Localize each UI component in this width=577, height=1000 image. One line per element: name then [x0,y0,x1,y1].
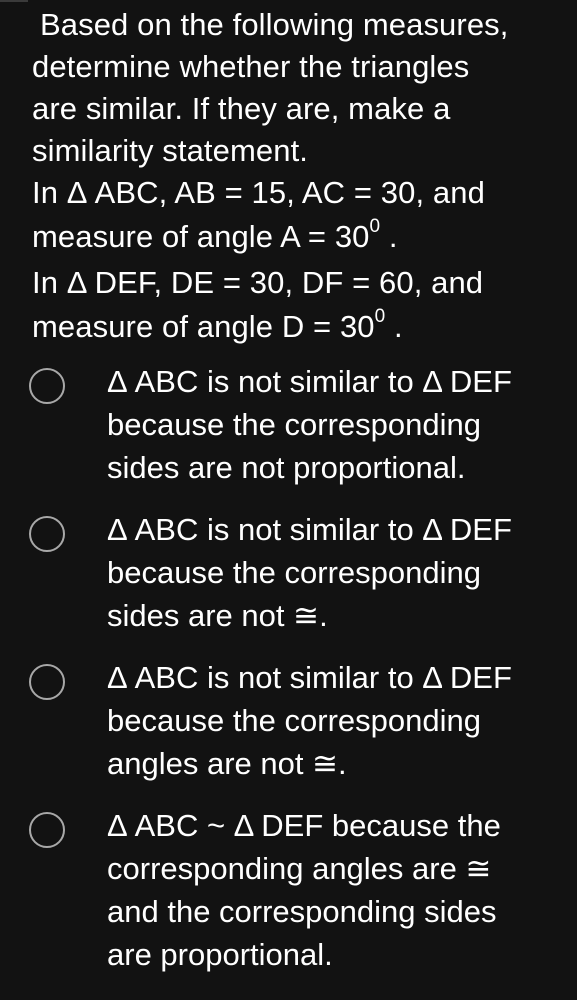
corner-mark [0,0,28,2]
option-4-line-4: are proportional. [107,937,333,972]
radio-button-option-2[interactable] [29,516,65,552]
option-3-line-1: Δ ABC is not similar to Δ DEF [107,660,512,695]
option-4-line-2: corresponding angles are ≅ [107,851,492,886]
option-2-line-1: Δ ABC is not similar to Δ DEF [107,512,512,547]
angle-a-suffix: . [380,219,398,254]
option-1-line-2: because the corresponding [107,407,481,442]
angle-d-text: measure of angle D = 30 [32,309,375,344]
question-line-4: similarity statement. [32,133,308,168]
radio-button-option-4[interactable] [29,812,65,848]
radio-button-option-3[interactable] [29,664,65,700]
angle-d-degree: 0 [374,305,386,327]
abc-given-line: In Δ ABC, AB = 15, AC = 30, and [32,175,485,210]
option-4-line-3: and the corresponding sides [107,894,497,929]
def-given-line: In Δ DEF, DE = 30, DF = 60, and [32,265,484,300]
option-1-line-3: sides are not proportional. [107,450,466,485]
option-2-text[interactable] [107,508,572,637]
option-2-line-2: because the corresponding [107,555,481,590]
answer-option-2[interactable] [0,508,577,656]
question-text [32,4,572,352]
answer-option-1[interactable] [0,360,577,508]
option-3-line-2: because the corresponding [107,703,481,738]
angle-a-line [32,214,572,262]
angle-a-text: measure of angle A = 30 [32,219,370,254]
option-3-text[interactable] [107,656,572,785]
option-3-line-3: angles are not ≅. [107,746,347,781]
angle-d-suffix: . [385,309,403,344]
answer-option-4[interactable] [0,804,577,972]
option-2-line-3: sides are not ≅. [107,598,328,633]
option-4-line-1: Δ ABC ~ Δ DEF because the [107,808,501,843]
angle-d-line [32,304,572,352]
radio-button-option-1[interactable] [29,368,65,404]
question-line-1: Based on the following measures, [40,7,509,42]
option-1-text[interactable] [107,360,572,489]
answer-options [0,360,577,972]
question-line-2: determine whether the triangles [32,49,470,84]
answer-option-3[interactable] [0,656,577,804]
option-1-line-1: Δ ABC is not similar to Δ DEF [107,364,512,399]
option-4-text[interactable] [107,804,572,976]
question-line-3: are similar. If they are, make a [32,91,451,126]
angle-a-degree: 0 [369,215,381,237]
